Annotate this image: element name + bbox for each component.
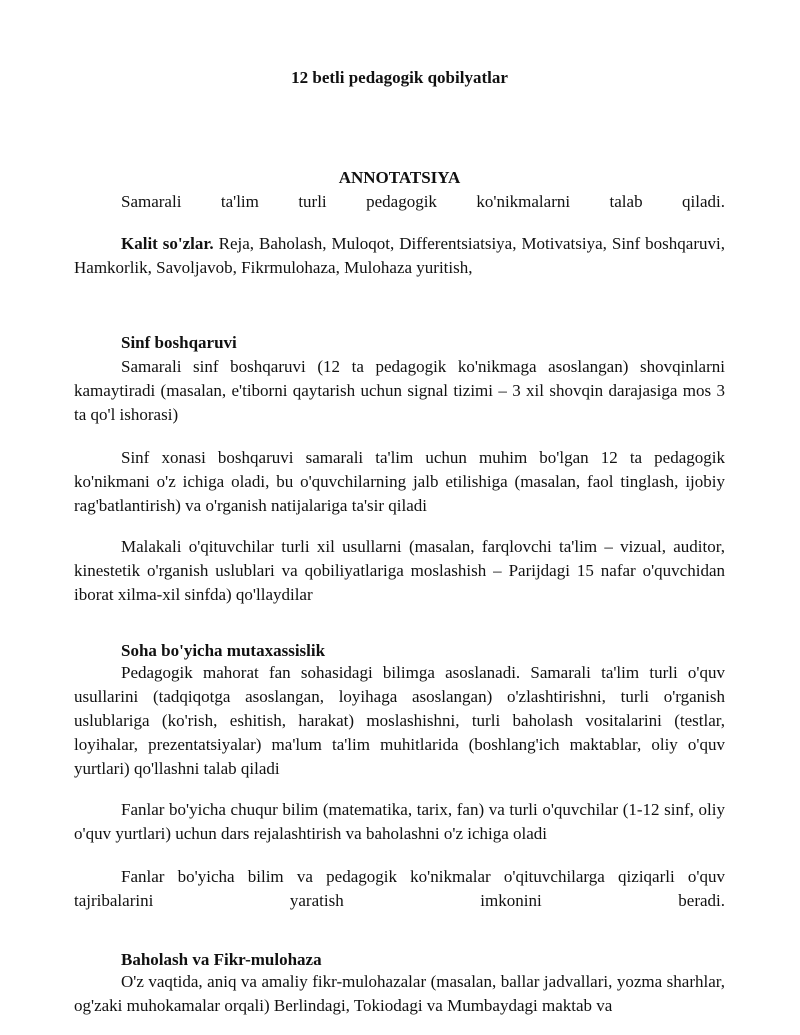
keywords-text: Reja, Baholash, Muloqot, Differentsiatsiya, Motivatsiya, Sinf boshqaruvi, Hamkorlik, Savoljavob, Fikrmulohaza, Mulohaza yuritish, xyxy=(74,234,725,277)
annotation-text: Samarali ta'lim turli pedagogik ko'nikmalarni talab qiladi. xyxy=(121,192,725,211)
document-title: 12 betli pedagogik qobilyatlar xyxy=(291,68,508,87)
section-paragraph: Fanlar bo'yicha chuqur bilim (matematika, tarix, fan) va turli o'quvchilar (1-12 sinf, oliy o'quv yurtlari) uchun dars rejalashtirish va baholashni o'z ichiga oladi xyxy=(74,800,725,843)
annotation-heading: ANNOTATSIYA xyxy=(338,168,461,187)
section-paragraph: Pedagogik mahorat fan sohasidagi bilimga asoslanadi. Samarali ta'lim turli o'quv usullarini (tadqiqotga asoslangan, loyihaga asoslangan) o'zlashtirishni, turli o'rganish uslublariga (ko'rish, eshitish, harakat) moslashishni, turli baholash vositalarini (testlar, loyihalar, prezentatsiyalar) ma'lum ta'lim muhitlarida (boshlang'ich maktablar, oliy o'quv yurtlari) qo'llashni talab qiladi xyxy=(74,663,725,778)
section-paragraph: Fanlar bo'yicha bilim va pedagogik ko'nikmalar o'qituvchilarga qiziqarli o'quv tajribalarini yaratish imkonini beradi. xyxy=(74,867,725,910)
keywords-label: Kalit so'zlar. xyxy=(121,234,214,253)
keywords-paragraph xyxy=(74,232,725,280)
section-heading-soha-mutaxassislik: Soha bo'yicha mutaxassislik xyxy=(121,641,326,660)
section-paragraph: O'z vaqtida, aniq va amaliy fikr-mulohazalar (masalan, ballar jadvallari, yozma sharhlar, og'zaki muhokamalar orqali) Berlindagi, Tokiodagi va Mumbaydagi maktab va xyxy=(74,972,725,1015)
section-heading-baholash: Baholash va Fikr-mulohaza xyxy=(121,950,322,969)
section-paragraph: Samarali sinf boshqaruvi (12 ta pedagogik ko'nikmaga asoslangan) shovqinlarni kamaytiradi (masalan, e'tiborni qaytarish uchun signal tizimi – 3 xil shovqin darajasiga mos 3 ta qo'l ishorasi) xyxy=(74,357,725,424)
section-paragraph: Malakali o'qituvchilar turli xil usullarni (masalan, farqlovchi ta'lim – vizual, auditor, kinestetik o'rganish uslublari va qobiliyatlariga moslashish – Parijdagi 15 nafar o'quvchidan iborat xilma-xil sinfda) qo'llaydilar xyxy=(74,537,725,604)
section-heading-sinf-boshqaruvi: Sinf boshqaruvi xyxy=(121,333,237,352)
section-paragraph: Sinf xonasi boshqaruvi samarali ta'lim uchun muhim bo'lgan 12 ta pedagogik ko'nikmani o'z ichiga oladi, bu o'quvchilarning jalb etilishiga (masalan, faol tinglash, ijobiy rag'batlantirish) va o'rganish natijalariga ta'sir qiladi xyxy=(74,448,725,515)
